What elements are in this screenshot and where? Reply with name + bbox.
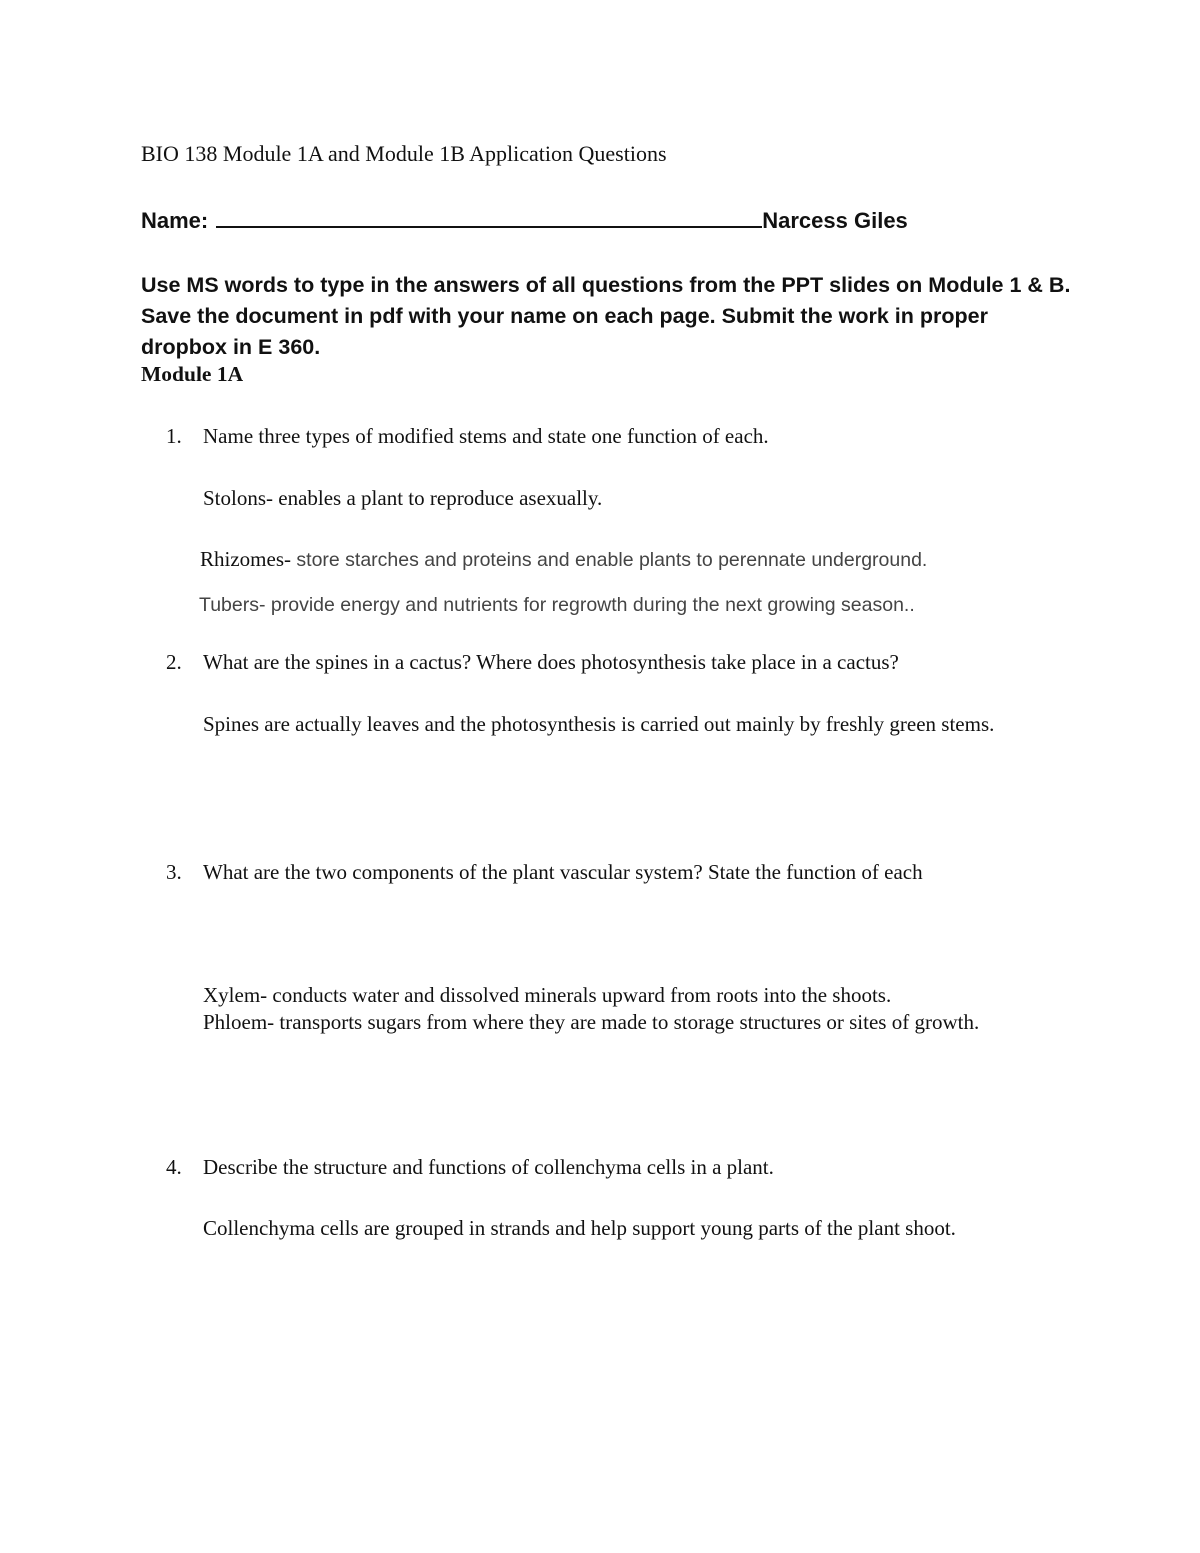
question-1-number: 1. (166, 424, 182, 448)
rhizomes-term: Rhizomes- (200, 547, 291, 571)
question-3-text: What are the two components of the plant vascular system? State the function of each (203, 860, 923, 884)
question-1-text: Name three types of modified stems and state one function of each. (203, 424, 769, 448)
phloem-answer: Phloem- transports sugars from where they are made to storage structures or sites of growth. (203, 1010, 980, 1034)
question-3-answer (203, 981, 1043, 1036)
question-4-text: Describe the structure and functions of collenchyma cells in a plant. (203, 1155, 774, 1179)
name-underline (216, 206, 762, 228)
xylem-answer: Xylem- conducts water and dissolved minerals upward from roots into the shoots. (203, 983, 892, 1007)
question-1-answer-rhizomes (200, 545, 927, 574)
student-name: Narcess Giles (762, 208, 908, 233)
question-1-answer-stolons: Stolons- enables a plant to reproduce asexually. (203, 486, 603, 510)
question-2-answer: Spines are actually leaves and the photosynthesis is carried out mainly by freshly green stems. (203, 712, 995, 736)
name-label: Name: (141, 208, 209, 233)
tubers-description: provide energy and nutrients for regrowth during the next growing season.. (265, 594, 915, 616)
rhizomes-description: store starches and proteins and enable plants to perennate underground. (290, 549, 928, 571)
question-2-text: What are the spines in a cactus? Where does photosynthesis take place in a cactus? (203, 650, 899, 674)
name-line (141, 206, 908, 234)
tubers-term: Tubers- (199, 594, 266, 616)
question-1-answer-tubers (199, 591, 915, 619)
question-4-answer: Collenchyma cells are grouped in strands and help support young parts of the plant shoot. (203, 1216, 956, 1240)
document-title: BIO 138 Module 1A and Module 1B Application Questions (141, 141, 667, 166)
question-2-number: 2. (166, 650, 182, 674)
instructions-paragraph: Use MS words to type in the answers of all questions from the PPT slides on Module 1 & B. Save the document in pdf with your name on each page. Submit the work in proper dropbox in E 360. (141, 273, 1071, 359)
question-4-number: 4. (166, 1155, 182, 1179)
module-heading: Module 1A (141, 362, 244, 386)
question-3-number: 3. (166, 860, 182, 884)
